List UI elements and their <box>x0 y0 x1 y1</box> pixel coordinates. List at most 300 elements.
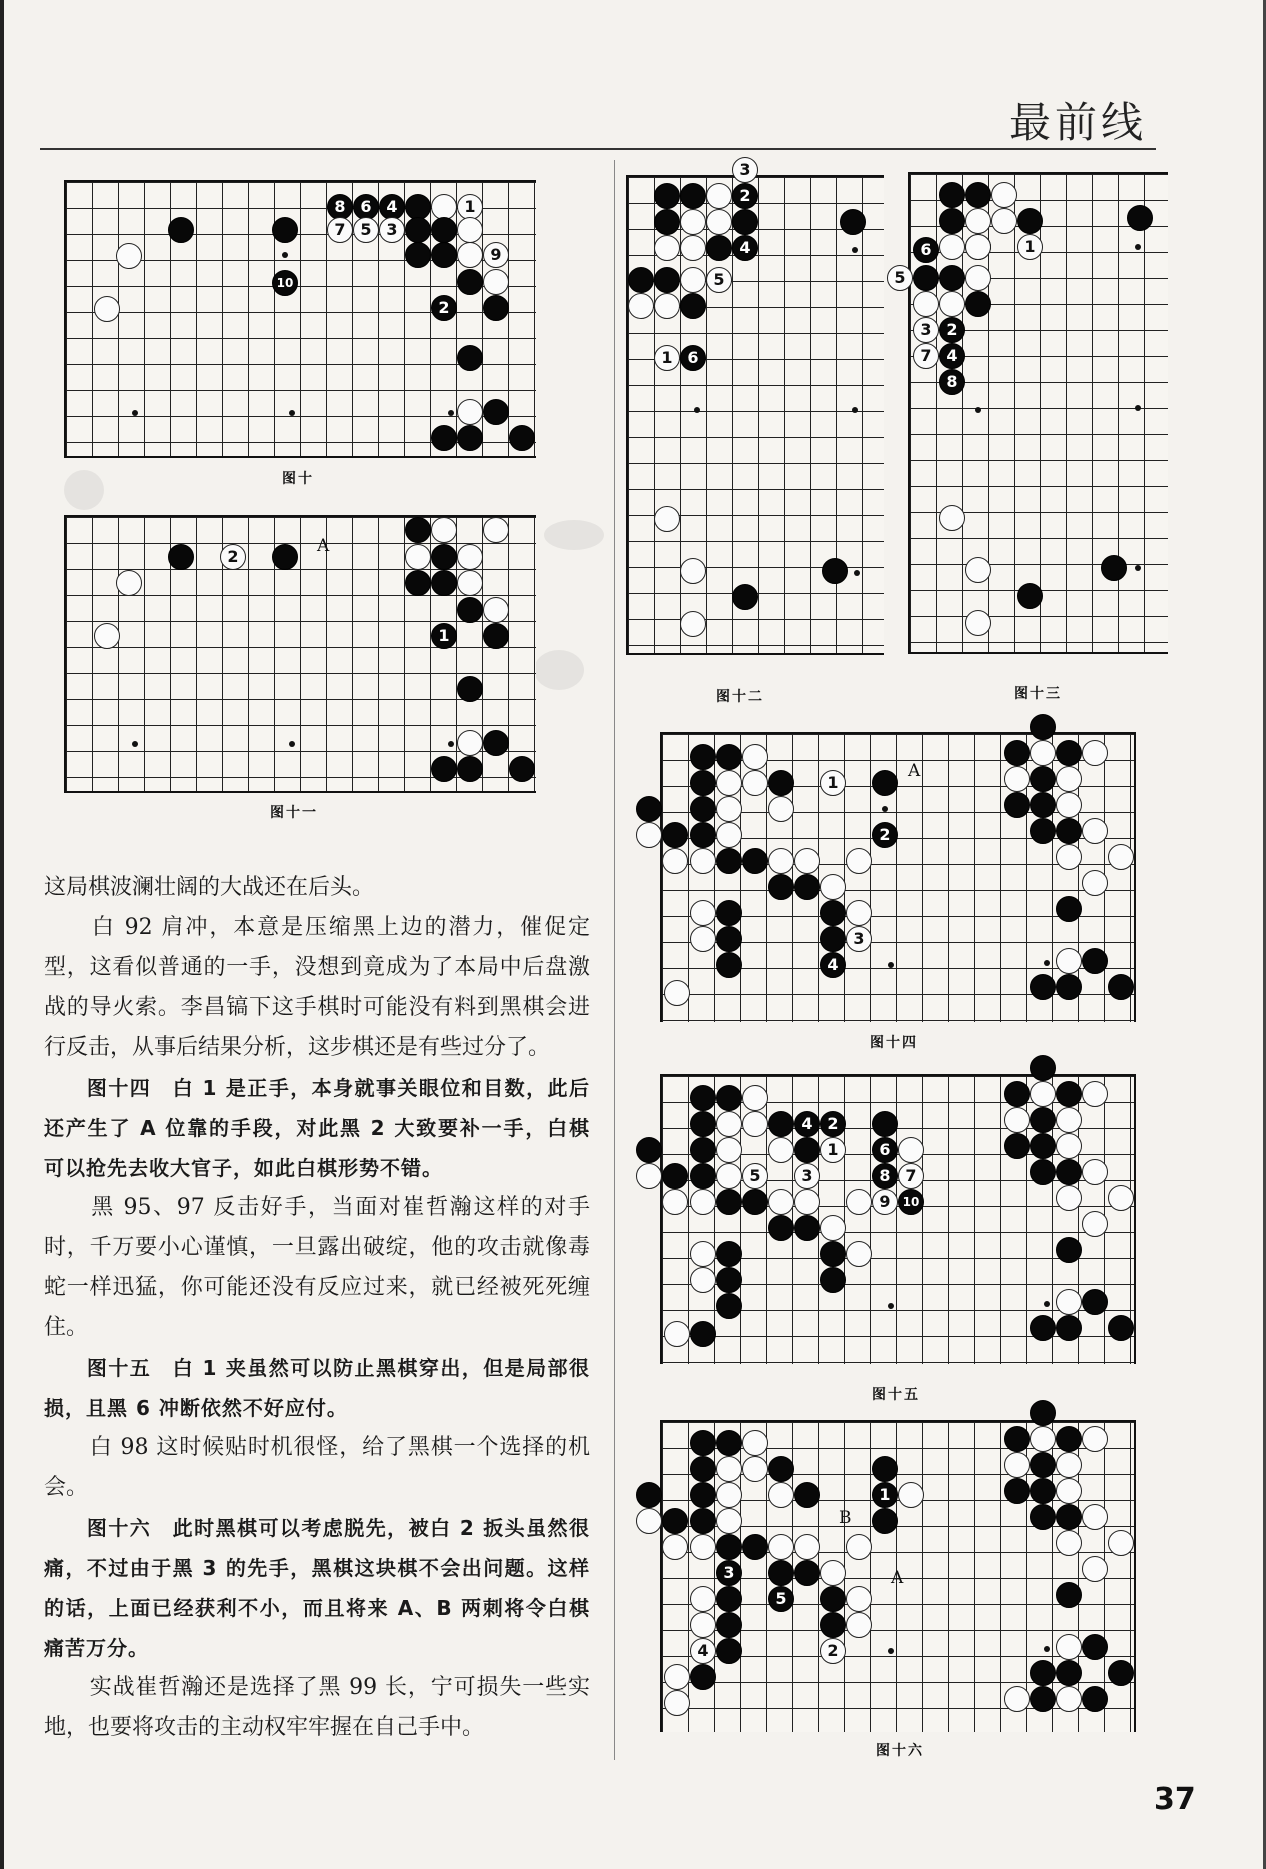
black-stone <box>939 265 965 291</box>
black-stone <box>1127 205 1153 231</box>
white-stone <box>483 269 509 295</box>
white-stone <box>706 183 732 209</box>
white-stone <box>768 848 794 874</box>
black-stone <box>457 676 483 702</box>
white-stone <box>1004 1686 1030 1712</box>
white-stone <box>457 544 483 570</box>
white-stone <box>483 597 509 623</box>
white-stone: 3 <box>379 217 405 243</box>
star-point <box>1044 1301 1050 1307</box>
white-stone <box>636 822 662 848</box>
black-stone <box>1082 1634 1108 1660</box>
black-stone <box>690 770 716 796</box>
black-stone <box>1030 1159 1056 1185</box>
black-stone <box>706 235 732 261</box>
black-stone <box>768 770 794 796</box>
white-stone <box>94 296 120 322</box>
star-point <box>975 407 981 413</box>
black-stone <box>1056 818 1082 844</box>
black-stone <box>716 1267 742 1293</box>
black-stone <box>1082 1686 1108 1712</box>
black-stone <box>168 544 194 570</box>
black-stone <box>636 1482 662 1508</box>
black-stone <box>1056 740 1082 766</box>
running-header-title: 最前线 <box>1009 98 1148 147</box>
white-stone <box>706 209 732 235</box>
white-stone <box>680 209 706 235</box>
black-stone: 8 <box>872 1163 898 1189</box>
black-stone <box>716 900 742 926</box>
black-stone <box>794 1482 820 1508</box>
white-stone: 5 <box>742 1163 768 1189</box>
star-point <box>888 1648 894 1654</box>
white-stone: 9 <box>483 242 509 268</box>
article-paragraph: 白 92 肩冲，本意是压缩黑上边的潜力，催促定型，这看似普通的一手，没想到竟成为了本局中后盘激战的导火索。李昌镐下这手棋时可能没有料到黑棋会进行反击，从事后结果分析，这步棋还是有些过分了。 <box>44 915 590 1060</box>
white-stone: 9 <box>872 1189 898 1215</box>
black-stone <box>431 570 457 596</box>
black-stone <box>1030 1133 1056 1159</box>
black-stone <box>1056 1504 1082 1530</box>
black-stone: 1 <box>431 623 457 649</box>
white-stone <box>1108 844 1134 870</box>
black-stone <box>1030 974 1056 1000</box>
white-stone <box>768 1137 794 1163</box>
black-stone <box>1004 1478 1030 1504</box>
white-stone <box>716 1456 742 1482</box>
black-stone <box>1056 896 1082 922</box>
white-stone <box>846 1612 872 1638</box>
black-stone <box>690 1482 716 1508</box>
black-stone <box>483 295 509 321</box>
black-stone <box>1017 583 1043 609</box>
black-stone <box>1056 974 1082 1000</box>
white-stone <box>680 235 706 261</box>
white-stone <box>690 1189 716 1215</box>
white-stone <box>742 744 768 770</box>
black-stone <box>1056 1426 1082 1452</box>
black-stone <box>690 1430 716 1456</box>
white-stone <box>939 234 965 260</box>
white-stone <box>742 1111 768 1137</box>
black-stone <box>1030 1315 1056 1341</box>
black-stone <box>820 926 846 952</box>
white-stone <box>716 1482 742 1508</box>
black-stone <box>820 1241 846 1267</box>
white-stone <box>742 1085 768 1111</box>
black-stone <box>690 1111 716 1137</box>
black-stone <box>1004 1426 1030 1452</box>
article-paragraph: 黑 95、97 反击好手，当面对崔哲瀚这样的对手时，千万要小心谨慎，一旦露出破绽，他的攻击就像毒蛇一样迅猛，你可能还没有反应过来，就已经被死死缠住。 <box>44 1195 590 1340</box>
star-point <box>289 741 295 747</box>
black-stone: 8 <box>939 369 965 395</box>
black-stone <box>680 293 706 319</box>
star-point <box>132 741 138 747</box>
white-stone <box>939 291 965 317</box>
white-stone <box>794 1534 820 1560</box>
black-stone <box>820 1612 846 1638</box>
black-stone <box>509 425 535 451</box>
white-stone <box>846 900 872 926</box>
black-stone <box>431 544 457 570</box>
white-stone <box>913 291 939 317</box>
black-stone <box>272 544 298 570</box>
black-stone <box>872 770 898 796</box>
black-stone <box>716 1534 742 1560</box>
star-point <box>888 1303 894 1309</box>
header-rule <box>40 148 1156 150</box>
black-stone <box>483 623 509 649</box>
white-stone <box>846 1241 872 1267</box>
white-stone: 7 <box>898 1163 924 1189</box>
black-stone <box>939 182 965 208</box>
white-stone <box>1108 1185 1134 1211</box>
paper-stain <box>544 520 604 550</box>
column-divider <box>614 160 615 1760</box>
black-stone <box>732 584 758 610</box>
white-stone: 5 <box>353 217 379 243</box>
white-stone <box>690 1241 716 1267</box>
black-stone <box>716 926 742 952</box>
figure-caption: 图十一 <box>270 805 318 821</box>
white-stone <box>1004 1452 1030 1478</box>
white-stone: 7 <box>327 217 353 243</box>
star-point <box>132 410 138 416</box>
white-stone <box>1082 1556 1108 1582</box>
white-stone <box>1030 1081 1056 1107</box>
white-stone <box>1108 1530 1134 1556</box>
white-stone: 1 <box>820 1137 846 1163</box>
white-stone <box>965 208 991 234</box>
black-stone <box>1004 1081 1030 1107</box>
black-stone <box>732 209 758 235</box>
black-stone <box>509 756 535 782</box>
star-point <box>694 407 700 413</box>
white-stone <box>1056 1452 1082 1478</box>
black-stone <box>457 425 483 451</box>
white-stone: 5 <box>887 265 913 291</box>
white-stone <box>768 1482 794 1508</box>
black-stone <box>1056 1315 1082 1341</box>
black-stone <box>840 209 866 235</box>
white-stone <box>690 1534 716 1560</box>
black-stone <box>690 1163 716 1189</box>
white-stone <box>662 1534 688 1560</box>
star-point <box>282 252 288 258</box>
black-stone <box>662 1508 688 1534</box>
white-stone <box>716 1508 742 1534</box>
black-stone <box>872 1456 898 1482</box>
black-stone: 4 <box>732 235 758 261</box>
white-stone <box>898 1137 924 1163</box>
black-stone <box>690 744 716 770</box>
white-stone <box>1056 1107 1082 1133</box>
black-stone <box>768 1456 794 1482</box>
black-stone <box>636 1137 662 1163</box>
white-stone <box>654 293 680 319</box>
white-stone <box>457 399 483 425</box>
page-number: 37 <box>1154 1782 1196 1817</box>
white-stone <box>716 822 742 848</box>
white-stone <box>820 1215 846 1241</box>
star-point <box>1044 1646 1050 1652</box>
white-stone <box>820 874 846 900</box>
white-stone <box>1030 740 1056 766</box>
white-stone <box>690 848 716 874</box>
black-stone <box>405 242 431 268</box>
white-stone <box>636 1163 662 1189</box>
black-stone <box>690 1137 716 1163</box>
white-stone <box>965 234 991 260</box>
black-stone <box>913 265 939 291</box>
white-stone: 7 <box>913 343 939 369</box>
white-stone: 5 <box>706 267 732 293</box>
white-stone <box>1030 1426 1056 1452</box>
white-stone <box>1082 870 1108 896</box>
white-stone <box>636 1508 662 1534</box>
black-stone <box>654 183 680 209</box>
black-stone <box>1108 1660 1134 1686</box>
white-stone <box>483 517 509 543</box>
black-stone <box>483 730 509 756</box>
black-stone <box>680 183 706 209</box>
white-stone <box>991 208 1017 234</box>
figure-commentary: 图十六 此时黑棋可以考虑脱先，被白 2 扳头虽然很痛，不过由于黑 3 的先手，黑棋这块棋不会出问题。这样的话，上面已经获利不小，而且将来 A、B 两刺将令白棋痛苦万分。 <box>44 1516 590 1660</box>
star-point <box>1044 960 1050 966</box>
black-stone <box>636 796 662 822</box>
black-stone <box>1056 1237 1082 1263</box>
black-stone <box>768 1111 794 1137</box>
black-stone <box>794 874 820 900</box>
white-stone <box>690 926 716 952</box>
white-stone <box>662 848 688 874</box>
white-stone: 1 <box>457 194 483 220</box>
white-stone <box>664 1321 690 1347</box>
black-stone <box>457 345 483 371</box>
black-stone <box>1030 1504 1056 1530</box>
figure-caption: 图十二 <box>716 689 764 705</box>
black-stone <box>742 1534 768 1560</box>
figure-caption: 图十四 <box>870 1035 918 1051</box>
white-stone <box>690 1612 716 1638</box>
black-stone <box>820 1586 846 1612</box>
black-stone <box>716 952 742 978</box>
black-stone <box>690 796 716 822</box>
white-stone <box>1082 1159 1108 1185</box>
black-stone: 5 <box>768 1586 794 1612</box>
black-stone <box>168 217 194 243</box>
white-stone <box>1056 948 1082 974</box>
black-stone <box>1004 792 1030 818</box>
white-stone <box>1056 1686 1082 1712</box>
board-label: A <box>891 1568 904 1588</box>
black-stone <box>716 1638 742 1664</box>
black-stone <box>1004 1133 1030 1159</box>
black-stone <box>794 1137 820 1163</box>
black-stone <box>405 217 431 243</box>
white-stone <box>846 1189 872 1215</box>
black-stone <box>716 1293 742 1319</box>
white-stone <box>716 1137 742 1163</box>
white-stone <box>768 796 794 822</box>
board-label: A <box>317 536 330 556</box>
black-stone <box>1030 1452 1056 1478</box>
black-stone <box>690 1508 716 1534</box>
black-stone <box>1030 766 1056 792</box>
black-stone: 6 <box>913 237 939 263</box>
black-stone <box>457 597 483 623</box>
black-stone: 4 <box>820 952 846 978</box>
black-stone <box>662 822 688 848</box>
white-stone <box>1056 1185 1082 1211</box>
star-point <box>448 741 454 747</box>
black-stone <box>716 1085 742 1111</box>
black-stone <box>1056 1159 1082 1185</box>
white-stone <box>846 848 872 874</box>
white-stone <box>820 1560 846 1586</box>
white-stone <box>116 243 142 269</box>
black-stone <box>716 1612 742 1638</box>
black-stone <box>690 822 716 848</box>
black-stone <box>431 756 457 782</box>
white-stone: 1 <box>820 770 846 796</box>
black-stone <box>431 242 457 268</box>
white-stone <box>654 235 680 261</box>
white-stone <box>1056 1530 1082 1556</box>
black-stone <box>872 1111 898 1137</box>
figure-caption: 图十六 <box>876 1743 924 1759</box>
black-stone <box>690 1664 716 1690</box>
black-stone: 2 <box>872 822 898 848</box>
black-stone: 2 <box>939 317 965 343</box>
black-stone <box>1030 1400 1056 1426</box>
black-stone <box>820 900 846 926</box>
white-stone: 3 <box>913 317 939 343</box>
black-stone <box>822 558 848 584</box>
black-stone <box>1082 1289 1108 1315</box>
figure-caption: 图十 <box>282 471 314 487</box>
white-stone <box>431 517 457 543</box>
white-stone <box>742 1430 768 1456</box>
white-stone <box>628 293 654 319</box>
black-stone <box>1030 714 1056 740</box>
white-stone <box>664 1664 690 1690</box>
black-stone <box>716 744 742 770</box>
white-stone <box>939 505 965 531</box>
white-stone: 4 <box>690 1638 716 1664</box>
star-point <box>1135 244 1141 250</box>
white-stone <box>1056 844 1082 870</box>
black-stone <box>405 517 431 543</box>
black-stone <box>768 1215 794 1241</box>
black-stone: 6 <box>680 345 706 371</box>
black-stone <box>820 1267 846 1293</box>
white-stone: 2 <box>820 1638 846 1664</box>
white-stone <box>716 796 742 822</box>
black-stone: 2 <box>820 1111 846 1137</box>
black-stone <box>1017 208 1043 234</box>
white-stone <box>768 1189 794 1215</box>
white-stone <box>1056 1634 1082 1660</box>
black-stone <box>1030 818 1056 844</box>
white-stone <box>991 182 1017 208</box>
board-label: B <box>839 1508 852 1528</box>
black-stone: 10 <box>272 270 298 296</box>
white-stone <box>965 610 991 636</box>
white-stone <box>1004 1107 1030 1133</box>
black-stone: 1 <box>872 1482 898 1508</box>
black-stone: 4 <box>379 194 405 220</box>
white-stone: 3 <box>794 1163 820 1189</box>
black-stone <box>1082 948 1108 974</box>
paper-stain <box>64 470 104 510</box>
star-point <box>852 247 858 253</box>
black-stone <box>1030 1107 1056 1133</box>
white-stone <box>680 267 706 293</box>
white-stone <box>1056 1478 1082 1504</box>
white-stone <box>690 1267 716 1293</box>
black-stone <box>1004 740 1030 766</box>
black-stone <box>272 217 298 243</box>
star-point <box>1135 565 1141 571</box>
black-stone <box>654 209 680 235</box>
white-stone <box>716 1111 742 1137</box>
white-stone <box>716 770 742 796</box>
figure-caption: 图十五 <box>872 1387 920 1403</box>
black-stone: 4 <box>939 343 965 369</box>
white-stone <box>1056 792 1082 818</box>
black-stone <box>654 267 680 293</box>
white-stone <box>1056 1289 1082 1315</box>
white-stone <box>716 1163 742 1189</box>
article-paragraph: 这局棋波澜壮阔的大战还在后头。 <box>44 875 375 900</box>
star-point <box>1135 405 1141 411</box>
paper-stain <box>534 650 584 690</box>
white-stone <box>680 558 706 584</box>
white-stone <box>664 980 690 1006</box>
white-stone <box>94 623 120 649</box>
white-stone: 2 <box>220 544 246 570</box>
black-stone <box>742 848 768 874</box>
black-stone <box>1108 974 1134 1000</box>
black-stone <box>405 570 431 596</box>
black-stone <box>431 425 457 451</box>
black-stone <box>457 756 483 782</box>
black-stone <box>1030 792 1056 818</box>
white-stone <box>898 1482 924 1508</box>
black-stone <box>690 1085 716 1111</box>
black-stone <box>742 1189 768 1215</box>
black-stone <box>1030 1660 1056 1686</box>
star-point <box>882 806 888 812</box>
white-stone <box>690 1586 716 1612</box>
white-stone <box>1082 1081 1108 1107</box>
white-stone <box>794 848 820 874</box>
white-stone <box>457 242 483 268</box>
white-stone <box>654 506 680 532</box>
black-stone <box>965 182 991 208</box>
star-point <box>289 410 295 416</box>
black-stone <box>794 1215 820 1241</box>
white-stone <box>846 1534 872 1560</box>
black-stone <box>768 874 794 900</box>
white-stone: 3 <box>732 157 758 183</box>
black-stone: 2 <box>431 295 457 321</box>
black-stone <box>662 1163 688 1189</box>
star-point <box>854 570 860 576</box>
black-stone <box>431 217 457 243</box>
black-stone: 4 <box>794 1111 820 1137</box>
white-stone <box>690 900 716 926</box>
